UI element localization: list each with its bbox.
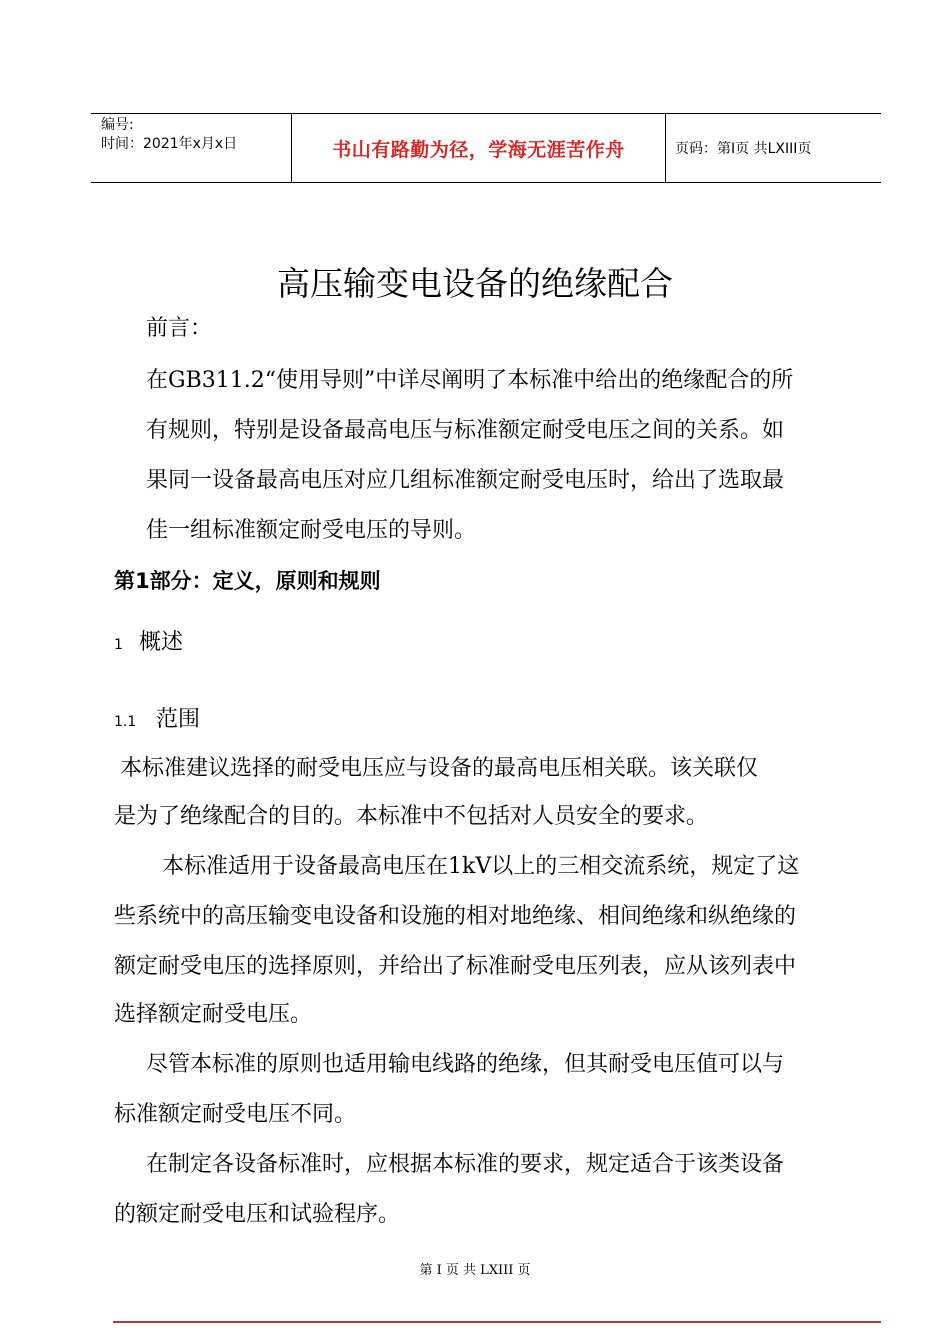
header-page-cell <box>666 114 881 182</box>
preface-line-4: 佳一组标准额定耐受电压的导则。 <box>146 518 477 543</box>
body-line-5: 额定耐受电压的选择原则，并给出了标准耐受电压列表，应从该列表中 <box>114 954 797 979</box>
body-line-9: 在制定各设备标准时，应根据本标准的要求，规定适合于该类设备 <box>146 1152 785 1177</box>
document-number-label: 编号: <box>101 117 134 133</box>
body-line-1: 本标准建议选择的耐受电压应与设备的最高电压相关联。该关联仅 <box>120 756 759 781</box>
body-line-2: 是为了绝缘配合的目的。本标准中不包括对人员安全的要求。 <box>114 804 709 829</box>
body-line-4: 些系统中的高压输变电设备和设施的相对地绝缘、相间绝缘和纵绝缘的 <box>114 904 797 929</box>
preface-line-1: 在GB311.2“使用导则”中详尽阐明了本标准中给出的绝缘配合的所 <box>146 368 794 393</box>
body-line-3: 本标准适用于设备最高电压在1kV以上的三相交流系统，规定了这 <box>162 854 800 879</box>
page-footer: 第 I 页 共 LXIII 页 <box>419 1263 531 1278</box>
preface-heading: 前言： <box>146 316 213 341</box>
section-1-number: 1 <box>114 637 123 653</box>
section-1-1-heading <box>114 705 200 737</box>
body-line-8: 标准额定耐受电压不同。 <box>114 1102 357 1127</box>
body-line-10: 的额定耐受电压和试验程序。 <box>114 1202 401 1227</box>
section-1-heading <box>114 628 183 660</box>
header-meta-cell <box>91 114 292 182</box>
document-header <box>91 113 881 183</box>
body-line-7: 尽管本标准的原则也适用输电线路的绝缘，但其耐受电压值可以与 <box>146 1052 785 1077</box>
header-motto-cell <box>292 114 666 182</box>
section-1-1-number: 1.1 <box>114 714 137 730</box>
section-1-1-title: 范围 <box>156 707 201 732</box>
motto-text: 书山有路勤为径，学海无涯苦作舟 <box>332 138 625 161</box>
footer-rule <box>113 1321 881 1323</box>
part1-heading: 第1部分：定义，原则和规则 <box>114 569 381 593</box>
preface-line-3: 果同一设备最高电压对应几组标准额定耐受电压时，给出了选取最 <box>146 468 785 493</box>
page-code: 页码：第I页 共LXIII页 <box>675 141 812 157</box>
body-line-6: 选择额定耐受电压。 <box>114 1002 313 1027</box>
document-title: 高压输变电设备的绝缘配合 <box>277 264 673 303</box>
section-1-title: 概述 <box>139 630 184 655</box>
preface-line-2: 有规则，特别是设备最高电压与标准额定耐受电压之间的关系。如 <box>146 418 785 443</box>
document-time: 时间：2021年x月x日 <box>101 136 238 152</box>
